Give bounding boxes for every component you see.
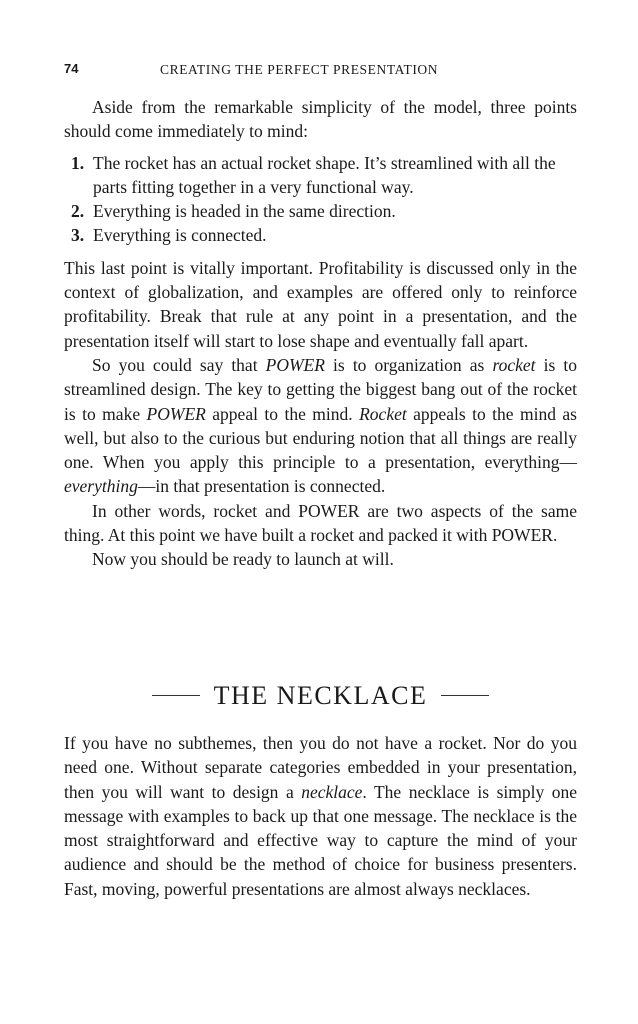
text-run: If you have no subthemes, then you do not have a rocket. Nor do you need one. Without separate categories embedded in your presentation, then you will want to design a [64,733,577,802]
text-run: So you could say that [92,354,266,375]
text-run: is to streamlined design. The key to getting the biggest bang out of the rocket is to make [64,354,577,424]
list-item-text: Everything is connected. [93,225,267,246]
section-title: THE NECKLACE [213,681,428,710]
text-run: is to organization as [324,354,493,375]
list-item [64,223,577,247]
running-head: CREATING THE PERFECT PRESENTATION [160,62,439,77]
aspects-paragraph: In other words, rocket and POWER are two aspects of the same thing. At this point we have built a rocket and packed it with POWER. [64,500,577,546]
necklace-text-block [64,731,577,901]
necklace-term: necklace [301,781,363,802]
page-number: 74 [64,61,79,76]
importance-paragraph: This last point is vitally important. Profitability is discussed only in the context of globalization, and examples are offered only to reinforce profitability. Break that rule at any point in a presentation, and the presentation itself will start to lose shape and eventually fall apart. [64,257,577,351]
text-run: —in that presentation is connected. [137,476,386,497]
list-item [64,199,577,223]
text-run: appeal to the mind. [205,403,360,424]
section-heading [64,681,577,711]
intro-paragraph: Aside from the remarkable simplicity of the model, three points should come immediately to mind: [64,97,577,142]
list-item-number: 3. [71,225,85,246]
power-term: POWER [146,403,206,424]
launch-paragraph: Now you should be ready to launch at will. [92,549,394,570]
text-run: appeals to the mind as well, but also to the curious but enduring notion that all things are really one. When you apply this principle to a presentation, everything— [64,403,577,473]
rocket-term: rocket [492,354,536,375]
list-item-number: 2. [71,201,85,222]
main-text-block [64,95,577,572]
heading-rule-left [152,695,200,696]
everything-term: everything [64,476,138,497]
rocket-term: Rocket [359,403,407,424]
analogy-paragraph [64,353,577,499]
list-item [64,151,577,200]
power-term: POWER [265,354,325,375]
list-item-number: 1. [71,152,85,173]
necklace-paragraph [64,731,577,901]
heading-rule-right [441,695,489,696]
list-item-text: The rocket has an actual rocket shape. It’s streamlined with all the parts fitting together in a very functional way. [93,152,556,197]
points-list [64,151,577,248]
text-run: . The necklace is simply one message with examples to back up that one message. The necklace is the most straightforward and effective way to capture the mind of your audience and should be the method of choice for business presenters. Fast, moving, powerful presentations are almost always necklaces. [64,781,577,899]
list-item-text: Everything is headed in the same direction. [93,201,396,222]
